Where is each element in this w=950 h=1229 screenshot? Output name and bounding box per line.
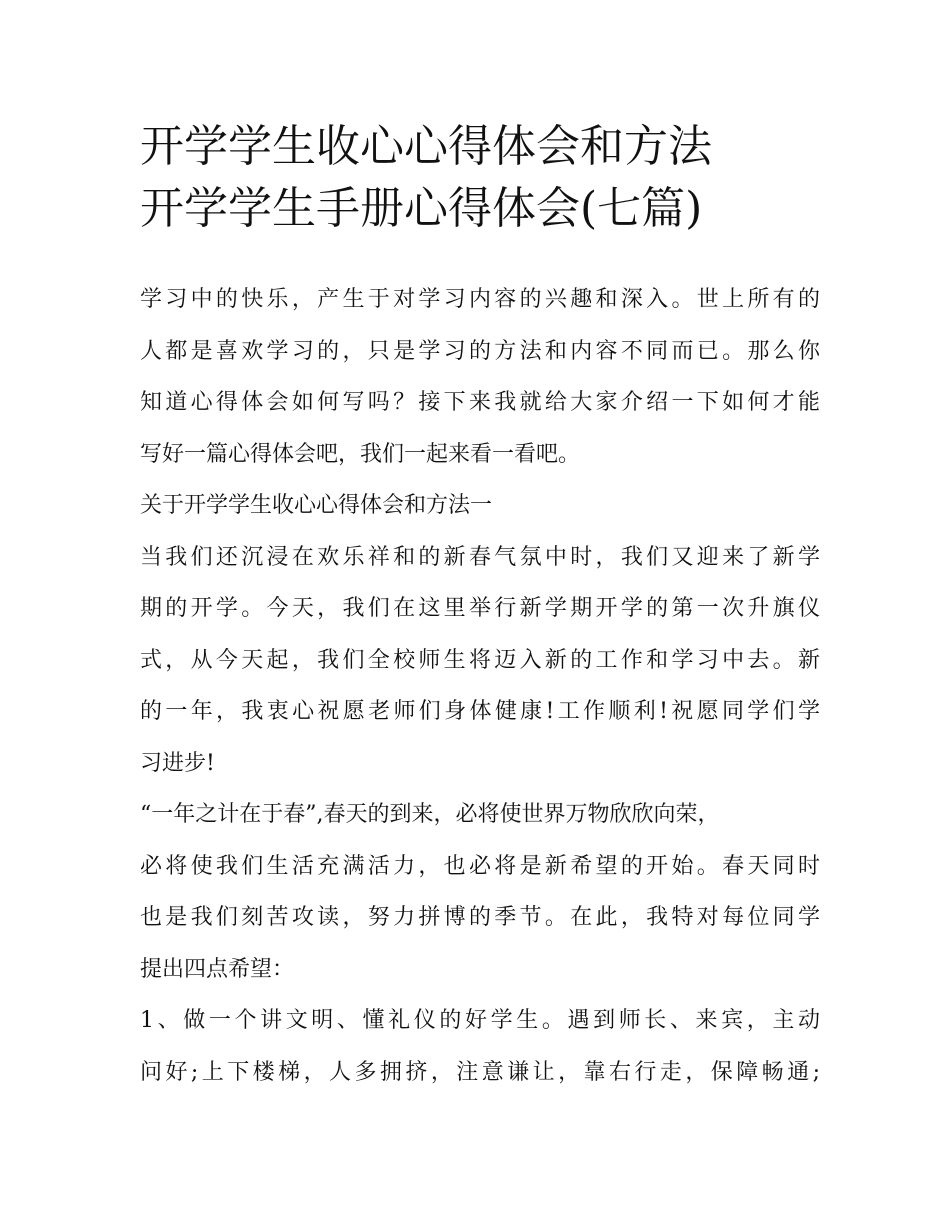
body-line: 的一年，我衷心祝愿老师们身体健康!工作顺利!祝愿同学们学 [140,699,820,724]
body-line: 习进步! [140,750,215,776]
title-line-2: 开学学生手册心得体会(七篇) [140,183,703,234]
body-line: 知道心得体会如何写吗？接下来我就给大家介绍一下如何才能 [140,390,820,415]
body-line: 问好;上下楼梯，人多拥挤，注意谦让，靠右行走，保障畅通; [140,1059,820,1085]
body-line: 也是我们刻苦攻读，努力拼博的季节。在此，我特对每位同学 [140,905,820,930]
body-line: 提出四点希望： [140,956,295,982]
body-line: 1、做一个讲文明、懂礼仪的好学生。遇到师长、来宾，主动 [140,1008,820,1033]
body-line: 人都是喜欢学习的，只是学习的方法和内容不同而已。那么你 [140,338,820,364]
document-title [140,116,820,240]
document-body [140,280,820,1104]
body-line: 学习中的快乐，产生于对学习内容的兴趣和深入。世上所有的 [140,287,820,312]
body-line: 期的开学。今天，我们在这里举行新学期开学的第一次升旗仪 [140,596,820,621]
body-line: 写好一篇心得体会吧，我们一起来看一看吧。 [140,441,581,467]
body-line: 必将使我们生活充满活力，也必将是新希望的开始。春天同时 [140,853,820,879]
body-line: 式，从今天起，我们全校师生将迈入新的工作和学习中去。新 [140,647,820,673]
body-line: 关于开学学生收心心得体会和方法一 [140,493,493,518]
body-line: 当我们还沉浸在欢乐祥和的新春气氛中时，我们又迎来了新学 [140,544,820,570]
title-line-1: 开学学生收心心得体会和方法 [140,121,712,172]
body-line: “一年之计在于春”,春天的到来，必将使世界万物欣欣向荣， [140,802,720,827]
